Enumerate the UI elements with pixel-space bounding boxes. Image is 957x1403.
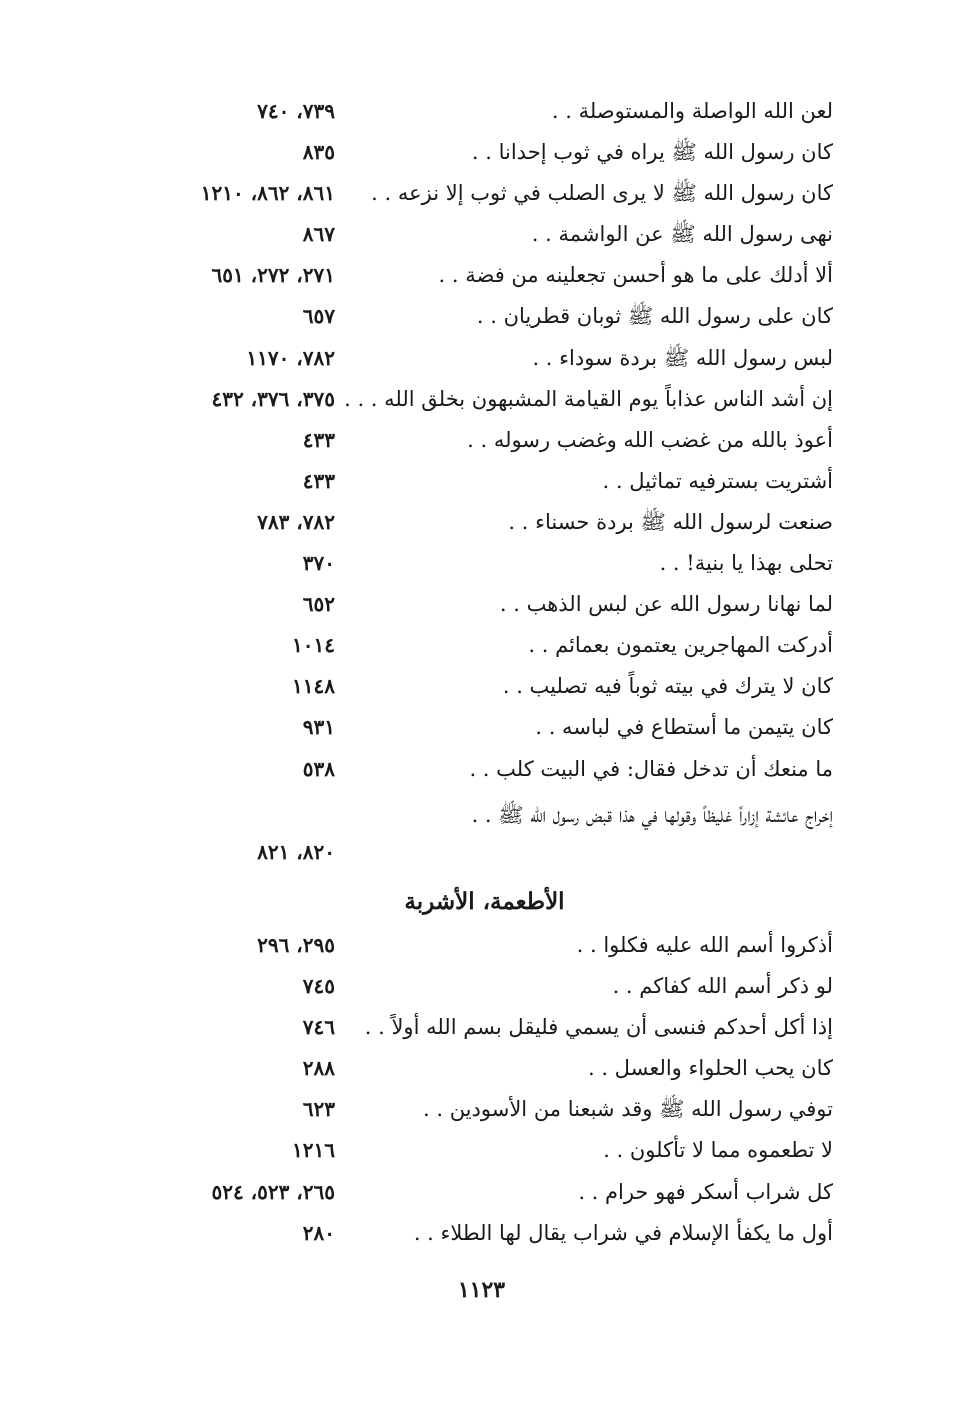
page-refs: ١١٤٨ <box>292 674 335 699</box>
hadith-text: كل شراب أسكر فهو حرام . . <box>578 1179 833 1204</box>
index-row <box>0 133 957 174</box>
hadith-text: لبس رسول الله ﷺ بردة سوداء . . <box>532 345 833 370</box>
page-refs: ٧٨٢، ١١٧٠ <box>246 345 335 370</box>
hadith-text: أدركت المهاجرين يعتمون بعمائم . . <box>528 633 833 658</box>
page-refs: ٦٥٧ <box>302 304 335 329</box>
page-refs: ٧٣٩، ٧٤٠ <box>257 99 335 123</box>
hadith-text: إن أشد الناس عذاباً يوم القيامة المشبهون بخلق الله . . . <box>344 386 833 411</box>
page-refs: ٧٤٥ <box>302 974 335 999</box>
index-row <box>0 215 957 256</box>
hadith-text: توفي رسول الله ﷺ وقد شبعنا من الأسودين . . <box>423 1097 833 1122</box>
hadith-text: ألا أدلك على ما هو أحسن تجعلينه من فضة . . <box>438 263 833 288</box>
index-row <box>0 1049 957 1090</box>
hadith-index-clothing <box>0 92 957 875</box>
section-heading: الأطعمة، الأشربة <box>404 888 565 915</box>
hadith-text: لما نهانا رسول الله عن لبس الذهب . . <box>499 592 833 617</box>
hadith-text: أشتريت بسترفيه تماثيل . . <box>602 468 833 493</box>
index-row <box>0 967 957 1008</box>
hadith-text: كان لا يترك في بيته ثوباً فيه تصليب . . <box>502 674 833 699</box>
hadith-text: لعن الله الواصلة والمستوصلة . . <box>551 99 833 123</box>
hadith-text: إذا أكل أحدكم فنسى أن يسمي فليقل بسم الله أولاً . . <box>364 1015 833 1040</box>
page-refs: ٤٣٣ <box>302 427 335 452</box>
index-row <box>0 626 957 667</box>
hadith-text: لو ذكر أسم الله كفاكم . . <box>612 974 833 999</box>
page-refs: ٨٢٠، ٨٢١ <box>257 839 335 864</box>
index-row <box>0 380 957 421</box>
index-row <box>0 1090 957 1131</box>
page-refs: ٧٨٢، ٧٨٣ <box>257 509 335 534</box>
hadith-text: أعوذ بالله من غضب الله وغضب رسوله . . <box>467 427 833 452</box>
index-row <box>0 256 957 297</box>
page-refs: ٢٩٥، ٢٩٦ <box>257 933 335 957</box>
index-row <box>0 462 957 503</box>
index-row <box>0 92 957 133</box>
hadith-text: كان على رسول الله ﷺ ثوبان قطريان . . <box>476 304 833 329</box>
page-refs: ١٢١٦ <box>292 1138 335 1163</box>
page-refs: ٦٥٢ <box>302 592 335 617</box>
index-row <box>0 926 957 967</box>
page-refs: ٧٤٦ <box>302 1015 335 1040</box>
index-row <box>0 791 957 875</box>
hadith-text: كان رسول الله ﷺ يراه في ثوب إحدانا . . <box>471 140 833 165</box>
index-row <box>0 1173 957 1214</box>
page-refs: ٨٦٧ <box>302 222 335 247</box>
index-row <box>0 1008 957 1049</box>
index-row <box>0 174 957 215</box>
hadith-text: كان يتيمن ما أستطاع في لباسه . . <box>535 715 833 740</box>
page-refs: ٢٨٨ <box>302 1056 335 1081</box>
page-refs: ٣٧٠ <box>302 551 335 576</box>
index-row <box>0 339 957 380</box>
page-refs: ٦٢٣ <box>302 1097 335 1122</box>
hadith-text: كان يحب الحلواء والعسل . . <box>587 1056 833 1081</box>
index-row <box>0 544 957 585</box>
index-row <box>0 1131 957 1172</box>
hadith-text: نهى رسول الله ﷺ عن الواشمة . . <box>531 222 833 247</box>
index-row <box>0 667 957 708</box>
page-refs: ٩٣١ <box>302 715 335 740</box>
page-refs: ٢٦٥، ٥٢٣، ٥٢٤ <box>211 1179 335 1204</box>
page-refs: ٨٣٥ <box>302 140 335 165</box>
index-row <box>0 1214 957 1255</box>
hadith-text: ما منعك أن تدخل فقال: في البيت كلب . . <box>469 756 833 781</box>
hadith-text: كان رسول الله ﷺ لا يرى الصلب في ثوب إلا نزعه . . <box>371 181 833 206</box>
index-row <box>0 750 957 791</box>
hadith-text: صنعت لرسول الله ﷺ بردة حسناء . . <box>508 509 833 534</box>
page-refs: ٨٦١، ٨٦٢، ١٢١٠ <box>200 181 335 206</box>
page-refs: ٤٣٣ <box>302 468 335 493</box>
hadith-text: إخراج عائشة إزاراً غليظاً وقولها في هذا قبض رسول الله ﷺ . . <box>471 802 833 827</box>
hadith-text: لا تطعموه مما لا تأكلون . . <box>603 1138 833 1163</box>
index-row <box>0 503 957 544</box>
page-refs: ٢٧١، ٢٧٢، ٦٥١ <box>211 263 335 288</box>
index-row <box>0 297 957 338</box>
hadith-index-food-drink <box>0 926 957 1255</box>
index-row <box>0 708 957 749</box>
hadith-text: أول ما يكفأ الإسلام في شراب يقال لها الطلاء . . <box>413 1220 833 1245</box>
hadith-text: تحلى بهذا يا بنية! . . <box>659 551 833 576</box>
page-refs: ١٠١٤ <box>292 633 335 658</box>
page-refs: ٣٧٥، ٣٧٦، ٤٣٢ <box>211 386 335 411</box>
hadith-text: أذكروا أسم الله عليه فكلوا . . <box>576 933 833 957</box>
page-refs: ٢٨٠ <box>302 1220 335 1245</box>
page-refs: ٥٣٨ <box>302 756 335 781</box>
index-row <box>0 585 957 626</box>
page-number: ١١٢٣ <box>457 1277 506 1303</box>
index-row <box>0 421 957 462</box>
